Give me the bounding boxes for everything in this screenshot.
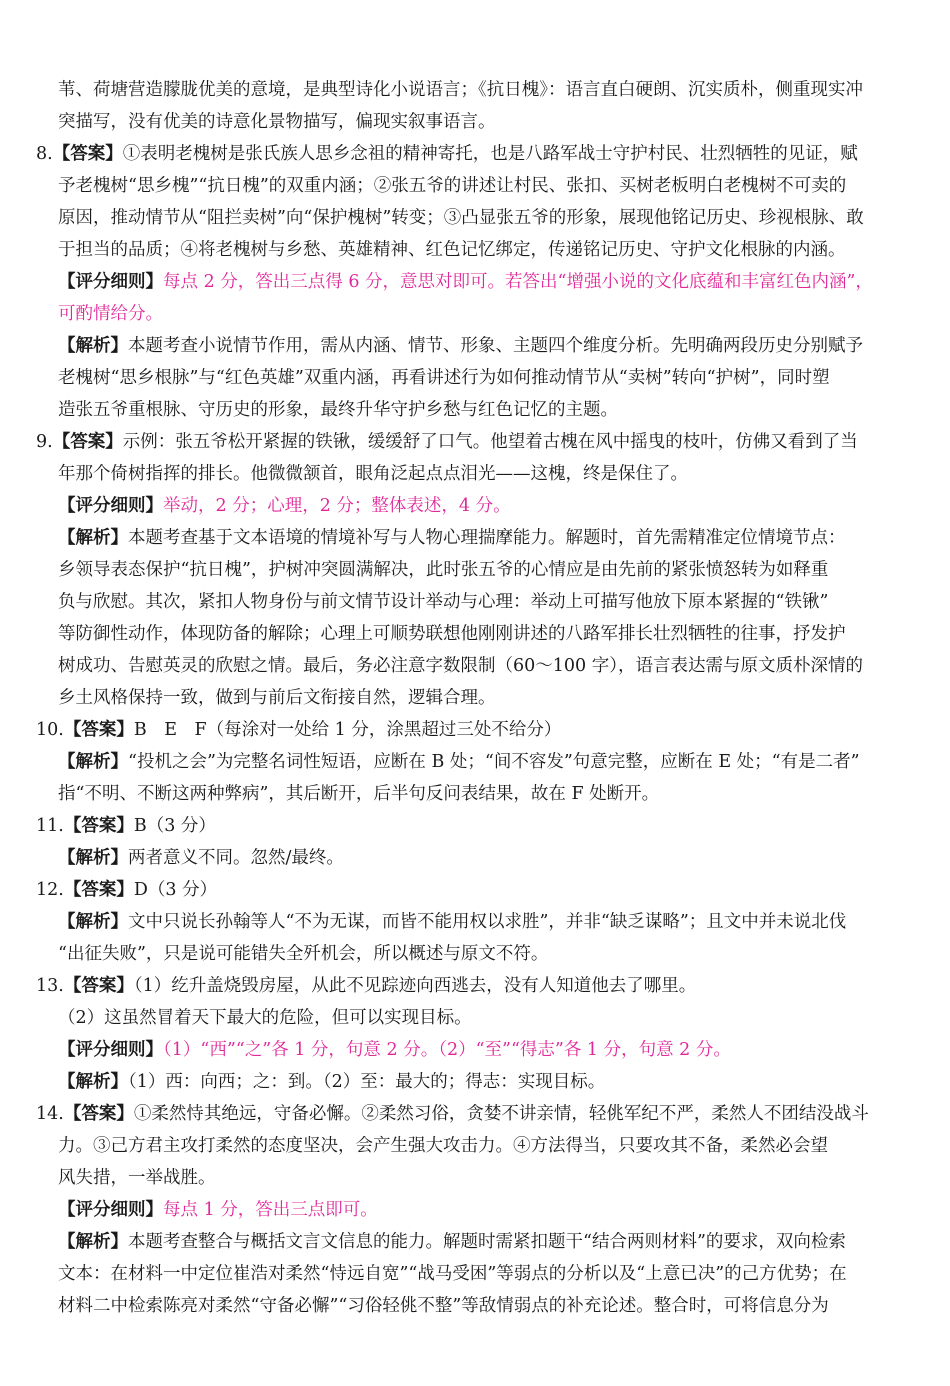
q9-answer (0, 426, 950, 458)
question-number: 13. (36, 976, 64, 996)
text-line (0, 170, 950, 202)
text-line (0, 618, 950, 650)
analysis-label: 【解析】 (58, 1232, 128, 1252)
question-number: 14. (36, 1104, 64, 1124)
text-line (0, 586, 950, 618)
answer-text: 示例：张五爷松开紧握的铁锹，缓缓舒了口气。他望着古槐在风中摇曳的枝叶，仿佛又看到了当 (122, 432, 858, 452)
q8-answer (0, 138, 950, 170)
scoring-label: 【评分细则】 (58, 496, 163, 516)
analysis-text: 文本：在材料一中定位崔浩对柔然“恃远自宽”“战马受困”等弱点的分析以及“上意已决”的己方优势；在 (58, 1264, 847, 1284)
q8-analysis (0, 330, 950, 362)
analysis-label: 【解析】 (58, 528, 128, 548)
text-line (0, 650, 950, 682)
analysis-text: （1）西：向西；之：到。（2）至：最大的；得志：实现目标。 (128, 1072, 606, 1092)
text-line (0, 458, 950, 490)
text-line (0, 362, 950, 394)
answer-text: D（3 分） (133, 880, 218, 900)
analysis-text: 乡领导表态保护“抗日槐”，护树冲突圆满解决，此时张五爷的心情应是由先前的紧张愤怒转为如释重 (58, 560, 829, 580)
q9-analysis (0, 522, 950, 554)
q11-answer (0, 810, 950, 842)
text-line (0, 554, 950, 586)
q11-analysis (0, 842, 950, 874)
question-number: 8. (36, 144, 53, 164)
analysis-text: 材料二中检索陈亮对柔然“守备必懈”“习俗轻佻不整”等敌情弱点的补充论述。整合时，可将信息分为 (58, 1296, 829, 1316)
analysis-text: “投机之会”为完整名词性短语，应断在 B 处；“间不容发”句意完整，应断在 E 处；“有是二者” (128, 752, 860, 772)
answer-label: 【答案】 (63, 1104, 134, 1124)
answer-label: 【答案】 (52, 144, 123, 164)
answer-text: （1）纥升盖烧毁房屋，从此不见踪迹向西逃去，没有人知道他去了哪里。 (133, 976, 697, 996)
answer-label: 【答案】 (63, 816, 134, 836)
analysis-text: 本题考查基于文本语境的情境补写与人物心理揣摩能力。解题时，首先需精准定位情境节点： (128, 528, 846, 548)
text-line (0, 74, 950, 106)
analysis-text: 本题考查整合与概括文言文信息的能力。解题时需紧扣题干“结合两则材料”的要求，双向检索 (128, 1232, 846, 1252)
analysis-text: 树成功、告慰英灵的欣慰之情。最后，务必注意字数限制（60～100 字），语言表达需与原文质朴深情的 (58, 656, 863, 676)
analysis-text: 两者意义不同。忽然/最终。 (128, 848, 344, 868)
analysis-text: 老槐树“思乡根脉”与“红色英雄”双重内涵，再看讲述行为如何推动情节从“卖树”转向“护树”，同时塑 (58, 368, 830, 388)
analysis-text: 乡土风格保持一致，做到与前后文衔接自然，逻辑合理。 (58, 688, 496, 708)
answer-text: B E F（每涂对一处给 1 分，涂黑超过三处不给分） (133, 720, 562, 740)
answer-text: 原因，推动情节从“阻拦卖树”向“保护槐树”转变；③凸显张五爷的形象，展现他铭记历史、珍视根脉、敢 (58, 208, 864, 228)
answer-text: B（3 分） (133, 816, 216, 836)
answer-label: 【答案】 (52, 432, 123, 452)
question-number: 12. (36, 880, 64, 900)
answer-label: 【答案】 (63, 720, 134, 740)
paragraph-text: 突描写，没有优美的诗意化景物描写，偏现实叙事语言。 (58, 112, 496, 132)
q13-answer (0, 970, 950, 1002)
q8-scoring (0, 266, 950, 298)
answer-text: ①柔然恃其绝远，守备必懈。②柔然习俗，贪婪不讲亲情，轻佻军纪不严，柔然人不团结没战斗 (133, 1104, 869, 1124)
analysis-text: 负与欣慰。其次，紧扣人物身份与前文情节设计举动与心理：举动上可描写他放下原本紧握的“铁锹” (58, 592, 829, 612)
answer-text: 风失措，一举战胜。 (58, 1168, 216, 1188)
text-line (0, 298, 950, 330)
analysis-text: 本题考查小说情节作用，需从内涵、情节、形象、主题四个维度分析。先明确两段历史分别赋予 (128, 336, 863, 356)
scoring-text: （1）“西”“之”各 1 分，句意 2 分。（2）“至”“得志”各 1 分，句意 2 分。 (163, 1040, 731, 1060)
text-line (0, 778, 950, 810)
text-line (0, 1162, 950, 1194)
question-number: 11. (36, 816, 64, 836)
answer-label: 【答案】 (63, 880, 134, 900)
q14-analysis (0, 1226, 950, 1258)
question-number: 9. (36, 432, 53, 452)
q10-analysis (0, 746, 950, 778)
q13-analysis (0, 1066, 950, 1098)
answer-text: 年那个倚树指挥的排长。他微微颔首，眼角泛起点点泪光——这槐，终是保住了。 (58, 464, 688, 484)
answer-text: 于担当的品质；④将老槐树与乡愁、英雄精神、红色记忆绑定，传递铭记历史、守护文化根脉的内涵。 (58, 240, 846, 260)
scoring-text: 可酌情给分。 (58, 304, 163, 324)
text-line (0, 682, 950, 714)
text-line (0, 1258, 950, 1290)
analysis-text: 指“不明、不断这两种弊病”，其后断开，后半句反问表结果，故在 F 处断开。 (58, 784, 660, 804)
scoring-text: 举动，2 分；心理，2 分；整体表述，4 分。 (163, 496, 511, 516)
text-line (0, 1130, 950, 1162)
text-line (0, 234, 950, 266)
question-number: 10. (36, 720, 64, 740)
answer-text: 予老槐树“思乡槐”“抗日槐”的双重内涵；②张五爷的讲述让村民、张扣、买树老板明白老槐树不可卖的 (58, 176, 847, 196)
scoring-label: 【评分细则】 (58, 1200, 163, 1220)
q10-answer (0, 714, 950, 746)
analysis-text: 等防御性动作，体现防备的解除；心理上可顺势联想他刚刚讲述的八路军排长壮烈牺牲的往事，抒发护 (58, 624, 846, 644)
text-line (0, 394, 950, 426)
analysis-text: 造张五爷重根脉、守历史的形象，最终升华守护乡愁与红色记忆的主题。 (58, 400, 618, 420)
q14-scoring (0, 1194, 950, 1226)
scoring-label: 【评分细则】 (58, 272, 163, 292)
scoring-text: 每点 2 分，答出三点得 6 分，意思对即可。若答出“增强小说的文化底蕴和丰富红色内涵”， (163, 272, 873, 292)
q12-answer (0, 874, 950, 906)
analysis-label: 【解析】 (58, 1072, 128, 1092)
answer-text: （2）这虽然冒着天下最大的危险，但可以实现目标。 (58, 1008, 472, 1028)
paragraph-text: 苇、荷塘营造朦胧优美的意境，是典型诗化小说语言；《抗日槐》：语言直白硬朗、沉实质朴，侧重现实冲 (58, 80, 863, 100)
text-line (0, 938, 950, 970)
scoring-label: 【评分细则】 (58, 1040, 163, 1060)
analysis-label: 【解析】 (58, 912, 128, 932)
answer-label: 【答案】 (63, 976, 134, 996)
q12-analysis (0, 906, 950, 938)
scoring-text: 每点 1 分，答出三点即可。 (163, 1200, 378, 1220)
q13-scoring (0, 1034, 950, 1066)
analysis-text: 文中只说长孙翰等人“不为无谋，而皆不能用权以求胜”，并非“缺乏谋略”；且文中并未说北伐 (128, 912, 847, 932)
analysis-label: 【解析】 (58, 336, 128, 356)
text-line (0, 1002, 950, 1034)
answer-text: ①表明老槐树是张氏族人思乡念祖的精神寄托，也是八路军战士守护村民、壮烈牺牲的见证，赋 (122, 144, 858, 164)
text-line (0, 1290, 950, 1322)
text-line (0, 106, 950, 138)
answer-text: 力。③己方君主攻打柔然的态度坚决，会产生强大攻击力。④方法得当，只要攻其不备，柔然必会望 (58, 1136, 828, 1156)
q14-answer (0, 1098, 950, 1130)
analysis-label: 【解析】 (58, 752, 128, 772)
q9-scoring (0, 490, 950, 522)
text-line (0, 202, 950, 234)
analysis-text: “出征失败”，只是说可能错失全歼机会，所以概述与原文不符。 (58, 944, 549, 964)
analysis-label: 【解析】 (58, 848, 128, 868)
